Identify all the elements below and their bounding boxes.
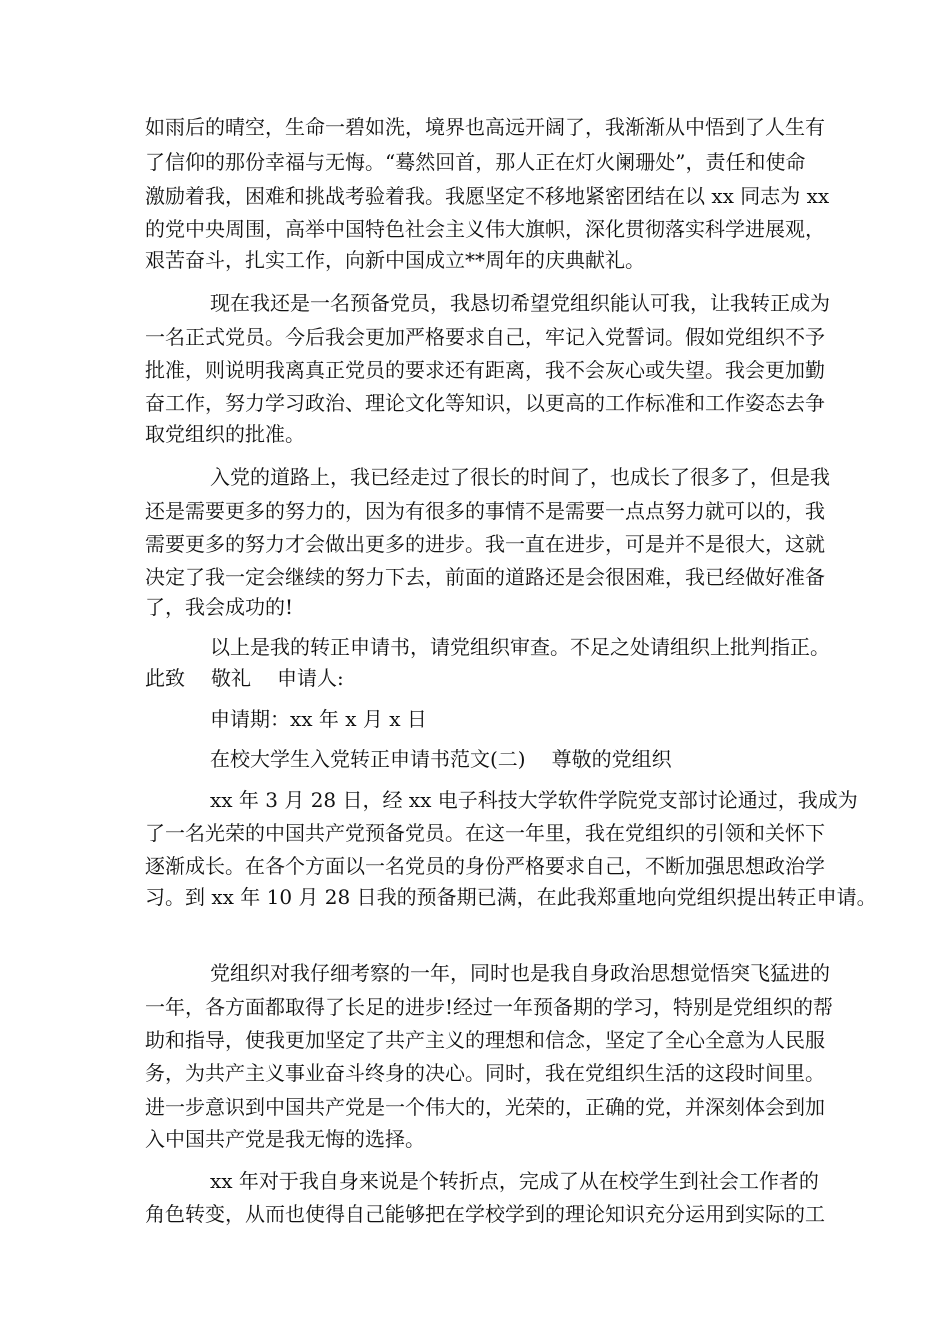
body-line: 决定了我一定会继续的努力下去，前面的道路还是会很困难，我已经做好准备 [145,565,825,589]
closing-jingli: 敬礼 [211,666,251,690]
body-line: 习。到 xx 年 10 月 28 日我的预备期已满，在此我郑重地向党组织提出转正申请。 [145,885,877,909]
section-title-line [210,744,890,774]
closing-line [145,663,825,693]
body-line: 激励着我，困难和挑战考验着我。我愿坚定不移地紧密团结在以 xx 同志为 xx [145,184,830,208]
paragraph-first-line: 现在我还是一名预备党员，我恳切希望党组织能认可我，让我转正成为 [210,291,830,315]
body-line: 批准，则说明我离真正党员的要求还有距离，我不会灰心或失望。我会更加勤 [145,358,825,382]
body-line: 角色转变，从而也使得自己能够把在学校学到的理论知识充分运用到实际的工 [145,1202,825,1226]
body-line: 艰苦奋斗，扎实工作，向新中国成立**周年的庆典献礼。 [145,248,645,272]
body-line: 如雨后的晴空，生命一碧如洗，境界也高远开阔了，我渐渐从中悟到了人生有 [145,115,825,139]
body-line: 还是需要更多的努力的，因为有很多的事情不是需要一点点努力就可以的，我 [145,499,825,523]
body-line: 取党组织的批准。 [145,422,305,446]
applicant-label: 申请人: [277,666,344,690]
body-line: 了一名光荣的中国共产党预备党员。在这一年里，我在党组织的引领和关怀下 [145,821,825,845]
section-title: 在校大学生入党转正申请书范文(二) [210,747,526,771]
paragraph-first-line: 党组织对我仔细考察的一年，同时也是我自身政治思想觉悟突飞猛进的 [210,961,830,985]
closing-cizhi: 此致 [145,666,185,690]
paragraph-first-line: xx 年 3 月 28 日，经 xx 电子科技大学软件学院党支部讨论通过，我成为 [210,788,858,812]
body-line: 入中国共产党是我无悔的选择。 [145,1127,425,1151]
application-date: 申请期：xx 年 x 月 x 日 [210,707,427,731]
body-line: 进一步意识到中国共产党是一个伟大的，光荣的，正确的党，并深刻体会到加 [145,1095,825,1119]
body-line: 了信仰的那份幸福与无悔。“蓦然回首，那人正在灯火阑珊处”，责任和使命 [145,150,806,174]
salutation: 尊敬的党组织 [551,747,672,771]
paragraph-first-line: 以上是我的转正申请书，请党组织审查。不足之处请组织上批判指正。 [210,635,830,659]
body-line: 一年，各方面都取得了长足的进步!经过一年预备期的学习，特别是党组织的帮 [145,995,834,1019]
paragraph-first-line: xx 年对于我自身来说是个转折点，完成了从在校学生到社会工作者的 [210,1169,819,1193]
body-line: 的党中央周围，高举中国特色社会主义伟大旗帜，深化贯彻落实科学进展观， [145,217,825,241]
body-line: 一名正式党员。今后我会更加严格要求自己，牢记入党誓词。假如党组织不予 [145,325,825,349]
body-line: 了，我会成功的! [145,595,294,619]
body-line: 奋工作，努力学习政治、理论文化等知识，以更高的工作标准和工作姿态去争 [145,391,825,415]
body-line: 需要更多的努力才会做出更多的进步。我一直在进步，可是并不是很大，这就 [145,532,825,556]
body-line: 逐渐成长。在各个方面以一名党员的身份严格要求自己，不断加强思想政治学 [145,854,825,878]
paragraph-first-line: 入党的道路上，我已经走过了很长的时间了，也成长了很多了，但是我 [210,465,830,489]
body-line: 务，为共产主义事业奋斗终身的决心。同时，我在党组织生活的这段时间里。 [145,1061,825,1085]
body-line: 助和指导，使我更加坚定了共产主义的理想和信念，坚定了全心全意为人民服 [145,1028,825,1052]
